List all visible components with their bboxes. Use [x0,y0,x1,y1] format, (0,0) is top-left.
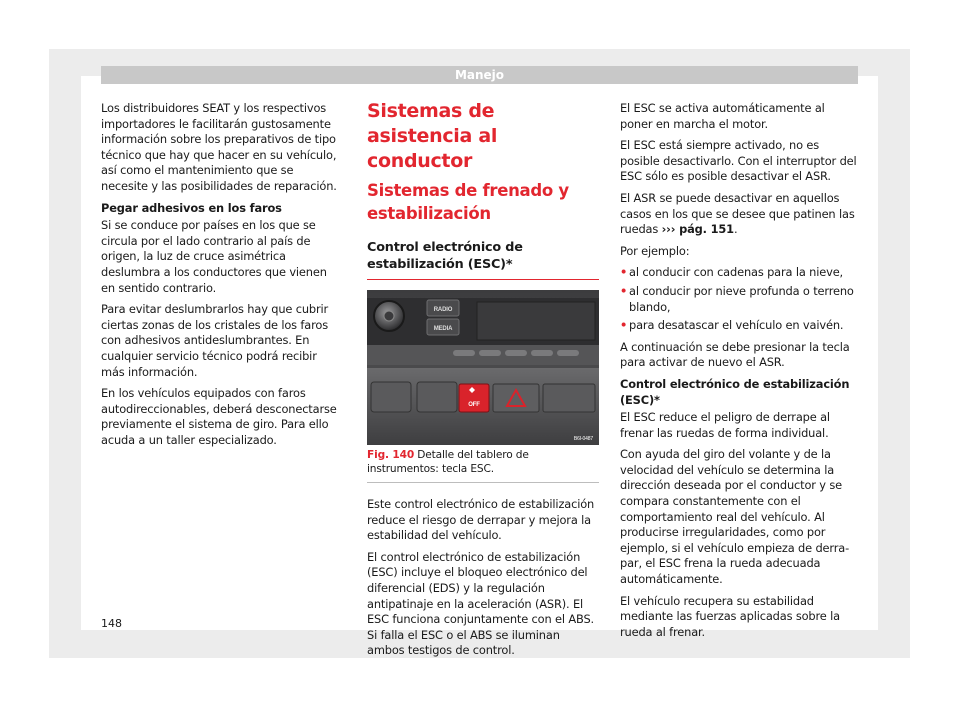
list-item [620,265,858,281]
paragraph: El control electrónico de estabilización (ESC) incluye el bloqueo electrónico del diferencial (EDS) y la regulación antipatinaje en la aceleración (ASR). El ESC funciona conjuntamente con el ABS. Si falla el ESC o el ABS se iluminan ambos testigos de control. [367,549,595,658]
column-2 [367,99,599,665]
paragraph: El ESC se activa automáticamente al poner en marcha el motor. [620,101,825,131]
list-item-text: al conducir por nieve profunda o terreno blando, [629,283,854,314]
figure-code: B6I-0487 [573,436,593,442]
paragraph: A continuación se debe presionar la tecla para activar de nuevo el ASR. [620,339,850,370]
list-item-text: al conducir con cadenas para la nieve, [629,265,844,280]
bullet-icon: • [620,283,628,298]
paragraph: El ESC reduce el peligro de derrape al frenar las ruedas de forma individual. [620,410,830,440]
subsection-title: Control electrónico de estabilización (ESC)* [367,239,599,280]
figure-caption [367,448,599,483]
media-button-label: MEDIA [433,326,453,332]
paragraph: El ESC está siempre activado, no es posible desactivarlo. Con el interruptor del ESC sólo es posible desactivar el ASR. [620,138,857,184]
page-reference-link[interactable]: ››› pág. 151 [661,222,734,237]
section-title: Sistemas de frenado y estabilización [367,181,569,223]
paragraph: Con ayuda del giro del volante y de la velocidad del vehículo se determina la dirección deseada por el conductor y se compara constantemente con el comportamiento real del vehículo. Al producirse irregularidades, como por ejemplo, si el vehículo empieza de derrapar, el ESC frena la rueda adecuada automáticamente. [620,447,850,587]
paragraph: Los distribuidores SEAT y los respectivos importadores le facilitarán gustosamente información sobre los preparativos de tipo técnico que hay que hacer en su vehículo, así como el mantenimiento que se necesite y las posibilidades de reparación. [101,101,337,193]
subheading: Control electrónico de estabilización (ESC)* [620,376,850,407]
list-item [620,284,858,315]
bullet-icon: • [620,265,628,280]
paragraph: Este control electrónico de estabilización reduce el riesgo de derrapar y mejora la estabilidad del vehículo. [367,497,595,543]
bullet-list [620,265,858,333]
figure-number: Fig. 140 [367,449,415,461]
paragraph: El vehículo recupera su estabilidad mediante las fuerzas aplicadas sobre la rueda al frenar. [620,593,840,639]
section-header: Manejo [101,66,858,84]
list-item [620,318,858,334]
paragraph: Para evitar deslumbrarlos hay que cubrir ciertas zonas de los cristales de los faros con adhesivos antideslumbrantes. En cualquier servicio técnico podrá recibir más información. [101,302,329,379]
paragraph: Por ejemplo: [620,243,690,258]
list-item-text: para desatascar el vehículo en vaivén. [629,318,844,333]
figure-dashboard-esc [367,290,599,445]
dashboard-illustration [367,290,599,445]
paragraph: En los vehículos equipados con faros autodireccionables, deberá desconectarse previamente el sistema de giro. Para ello acuda a un taller especializado. [101,386,337,447]
radio-button-label: RADIO [433,307,453,313]
subheading: Pegar adhesivos en los faros [101,200,282,215]
off-label: OFF [468,402,480,408]
figure-caption-text: Detalle del tablero de instrumentos: tecla ESC. [367,449,529,475]
paragraph: Si se conduce por países en los que se circula por el lado contrario al país de origen, la luz de cruce asimétrica deslumbra a los conductores que vienen en sentido contrario. [101,218,327,295]
column-3 [620,101,858,646]
chapter-title: Sistemas de asistencia al conductor [367,100,498,172]
paragraph: El ASR se puede desactivar en aquellos casos en los que se desee que patinen las ruedas ››› pág. 151. [620,190,855,237]
page-number: 148 [101,617,122,630]
bullet-icon: • [620,318,628,333]
paragraph-text: El ASR se puede desactivar en aquellos casos en los que se desee que patinen las ruedas [620,190,855,237]
column-1 [101,101,341,454]
